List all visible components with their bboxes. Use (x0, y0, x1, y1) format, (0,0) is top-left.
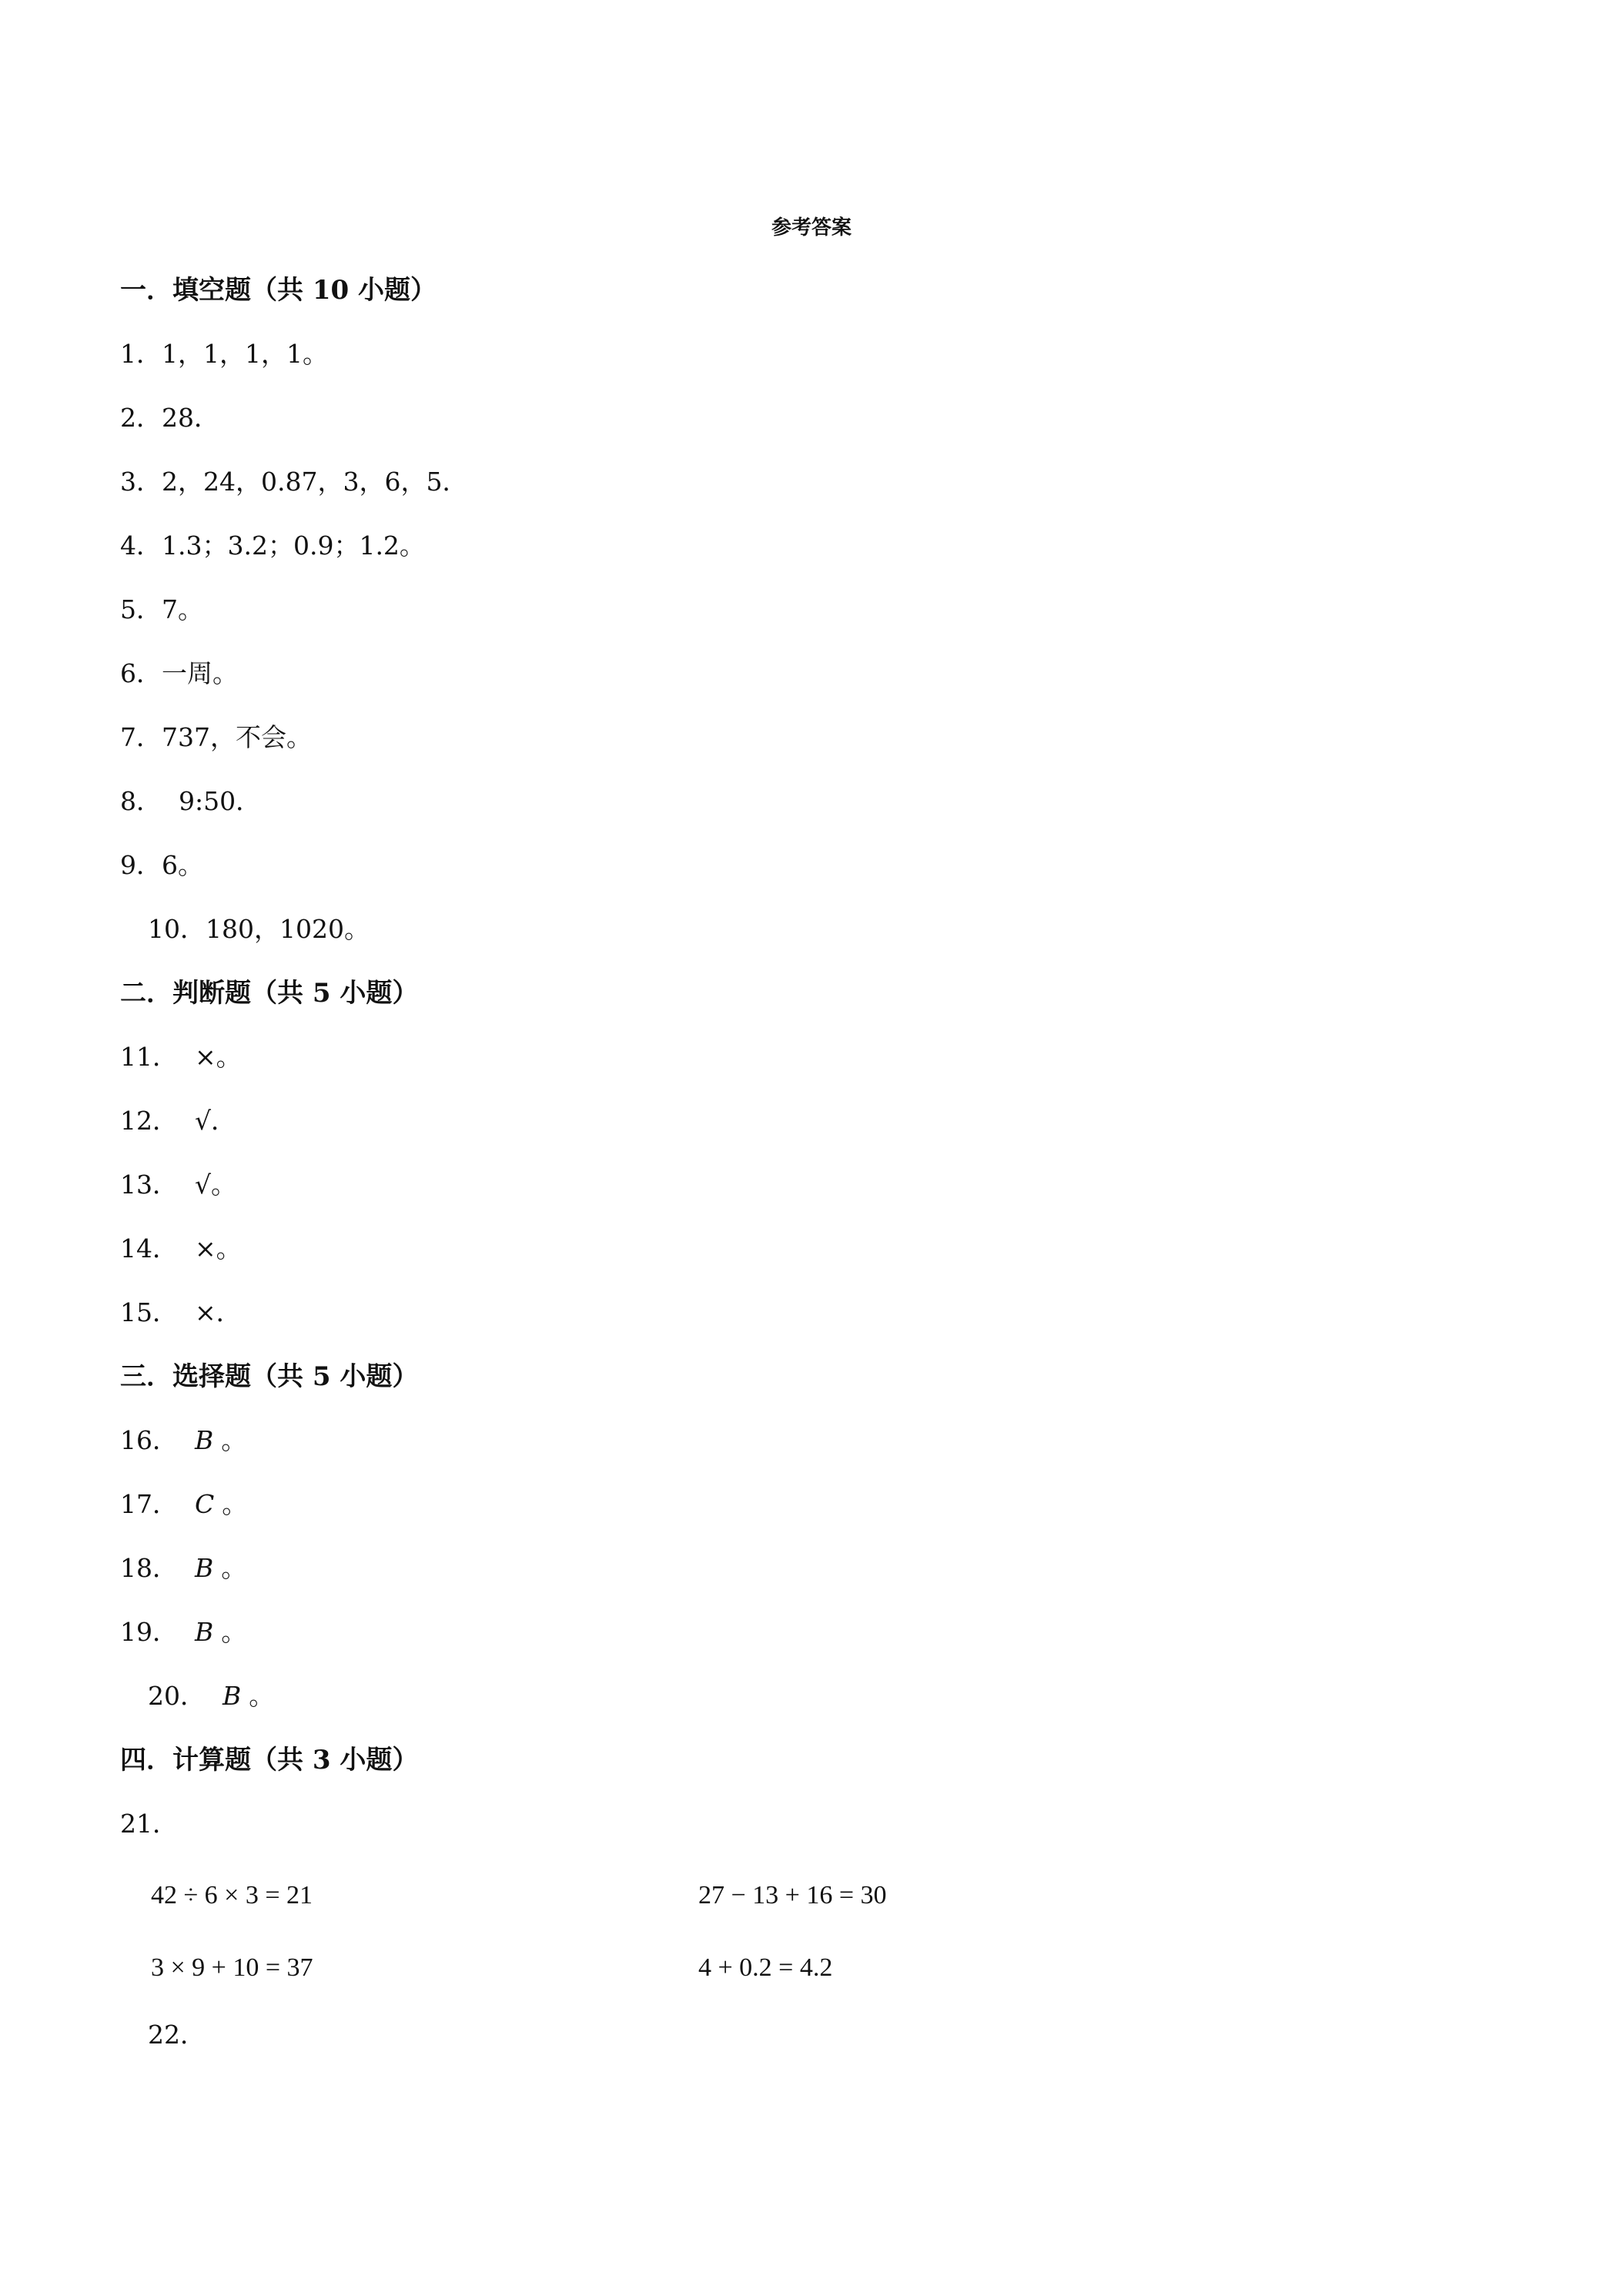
item-answer: 一周。 (162, 658, 238, 688)
answer-item (120, 1488, 247, 1521)
answer-item (120, 529, 425, 563)
item-number: 15． (120, 1297, 178, 1327)
answer-item (120, 848, 203, 882)
choice-letter: B (195, 1425, 214, 1455)
answer-item (120, 401, 219, 435)
item-number: 12． (120, 1106, 178, 1136)
item-number: 19． (120, 1617, 178, 1647)
item-answer: 6。 (162, 850, 203, 880)
answer-item (120, 1040, 242, 1074)
answer-item (148, 912, 370, 946)
item-answer: 737，不会。 (162, 722, 312, 752)
section-heading-true-false: 二．判断题（共 5 小题） (120, 978, 419, 1009)
item-number: 11． (120, 1042, 178, 1072)
answer-item (120, 657, 238, 691)
choice-letter: B (223, 1681, 242, 1711)
answer-item (148, 1679, 274, 1713)
item-number: 4． (120, 530, 162, 561)
answer-item (120, 1168, 236, 1202)
item-number: 14． (120, 1233, 178, 1263)
item-answer: 180，1020。 (206, 914, 370, 944)
section-heading-calculation: 四．计算题（共 3 小题） (120, 1745, 419, 1776)
item-answer: ×。 (195, 1233, 242, 1263)
choice-letter: C (195, 1489, 215, 1519)
item-number: 20． (148, 1681, 206, 1711)
item-tail: 。 (221, 1553, 247, 1583)
answer-item (120, 1424, 246, 1458)
equation: 42 ÷ 6 × 3 = 21 (151, 1881, 313, 1909)
answer-item (120, 1232, 242, 1266)
item-number: 13． (120, 1170, 178, 1200)
item-answer: 1，1，1，1。 (162, 339, 328, 369)
answer-item (120, 721, 312, 755)
item-answer: √． (195, 1106, 237, 1136)
item-number: 8． (120, 786, 162, 816)
section-heading-fill-blank: 一．填空题（共 10 小题） (120, 275, 437, 306)
item-tail: 。 (249, 1681, 275, 1711)
item-number: 3． (120, 467, 162, 497)
item-number: 21． (120, 1809, 178, 1839)
item-tail: 。 (221, 1425, 247, 1455)
equation: 4 + 0.2 = 4.2 (698, 1953, 833, 1982)
item-number: 22． (148, 2020, 206, 2050)
item-number: 10． (148, 914, 206, 944)
item-tail: 。 (221, 1617, 247, 1647)
answer-item (120, 1296, 242, 1330)
item-tail: 。 (222, 1489, 248, 1519)
item-answer: ×。 (195, 1042, 242, 1072)
answer-item (120, 1551, 246, 1585)
answer-item (120, 465, 467, 499)
equation: 3 × 9 + 10 = 37 (151, 1953, 313, 1982)
choice-letter: B (195, 1553, 214, 1583)
answer-item (120, 593, 203, 627)
item-number: 18． (120, 1553, 178, 1583)
item-number: 1． (120, 339, 162, 369)
answer-item (120, 1807, 178, 1841)
item-answer: 1.3；3.2；0.9；1.2。 (162, 530, 425, 561)
item-number: 17． (120, 1489, 178, 1519)
item-answer: √。 (195, 1170, 237, 1200)
answer-item (120, 1615, 246, 1649)
item-answer: 2，24，0.87，3，6，5． (162, 467, 468, 497)
page-title: 参考答案 (771, 216, 852, 239)
item-number: 16． (120, 1425, 178, 1455)
section-heading-multiple-choice: 三．选择题（共 5 小题） (120, 1361, 419, 1392)
item-number: 6． (120, 658, 162, 688)
item-answer: 28． (162, 403, 219, 433)
item-number: 7． (120, 722, 162, 752)
answer-item (120, 337, 328, 371)
answer-item (120, 1104, 236, 1138)
answer-item (148, 2018, 206, 2052)
item-number: 2． (120, 403, 162, 433)
item-answer: ×． (195, 1297, 242, 1327)
equation: 27 − 13 + 16 = 30 (698, 1881, 887, 1909)
item-answer: 9:50． (179, 786, 262, 816)
item-answer: 7。 (162, 594, 203, 624)
choice-letter: B (195, 1617, 214, 1647)
item-number: 5． (120, 594, 162, 624)
item-number: 9． (120, 850, 162, 880)
answer-item (120, 785, 261, 818)
